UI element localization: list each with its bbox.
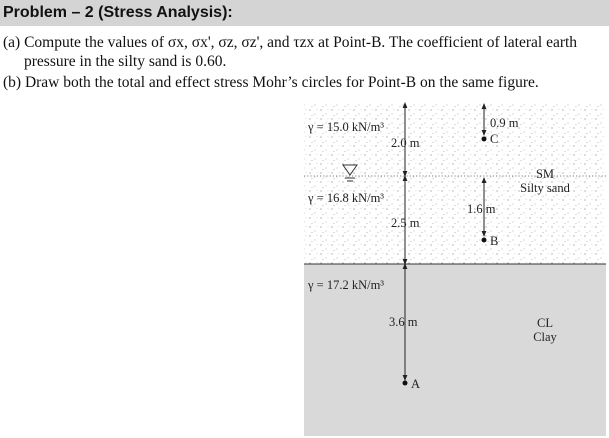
point-a-label: A bbox=[411, 377, 421, 391]
problem-title: Problem – 2 (Stress Analysis): bbox=[0, 0, 609, 26]
part-a-text: (a) Compute the values of σx, σx', σz, σz', and τzx at Point-B. The coefficient of lateral earth bbox=[3, 34, 578, 51]
sand-soil-code: SM bbox=[535, 167, 555, 181]
dimension-label-1-6m: 1.6 m bbox=[467, 202, 496, 216]
dimension-label-3-6m: 3.6 m bbox=[389, 315, 418, 329]
point-c-label: C bbox=[490, 132, 499, 146]
layer3-unit-weight: γ = 17.2 kN/m³ bbox=[308, 278, 385, 292]
point-a-marker bbox=[403, 381, 408, 386]
dimension-label-2m: 2.0 m bbox=[391, 136, 420, 150]
layer1-unit-weight: γ = 15.0 kN/m³ bbox=[308, 120, 385, 134]
sand-soil-name: Silty sand bbox=[520, 181, 570, 195]
part-a-text-continued: pressure in the silty sand is 0.60. bbox=[24, 53, 227, 70]
point-b-marker bbox=[482, 238, 487, 243]
point-c-marker bbox=[482, 137, 487, 142]
dimension-label-0-9m: 0.9 m bbox=[490, 116, 519, 130]
clay-soil-code: CL bbox=[537, 316, 553, 330]
part-b-text: (b) Draw both the total and effect stress Mohr’s circles for Point-B on the same figure. bbox=[3, 74, 539, 91]
clay-soil-name: Clay bbox=[533, 330, 557, 344]
point-b-label: B bbox=[490, 234, 499, 248]
dimension-label-2-5m: 2.5 m bbox=[391, 216, 420, 230]
layer2-unit-weight: γ = 16.8 kN/m³ bbox=[308, 191, 385, 205]
